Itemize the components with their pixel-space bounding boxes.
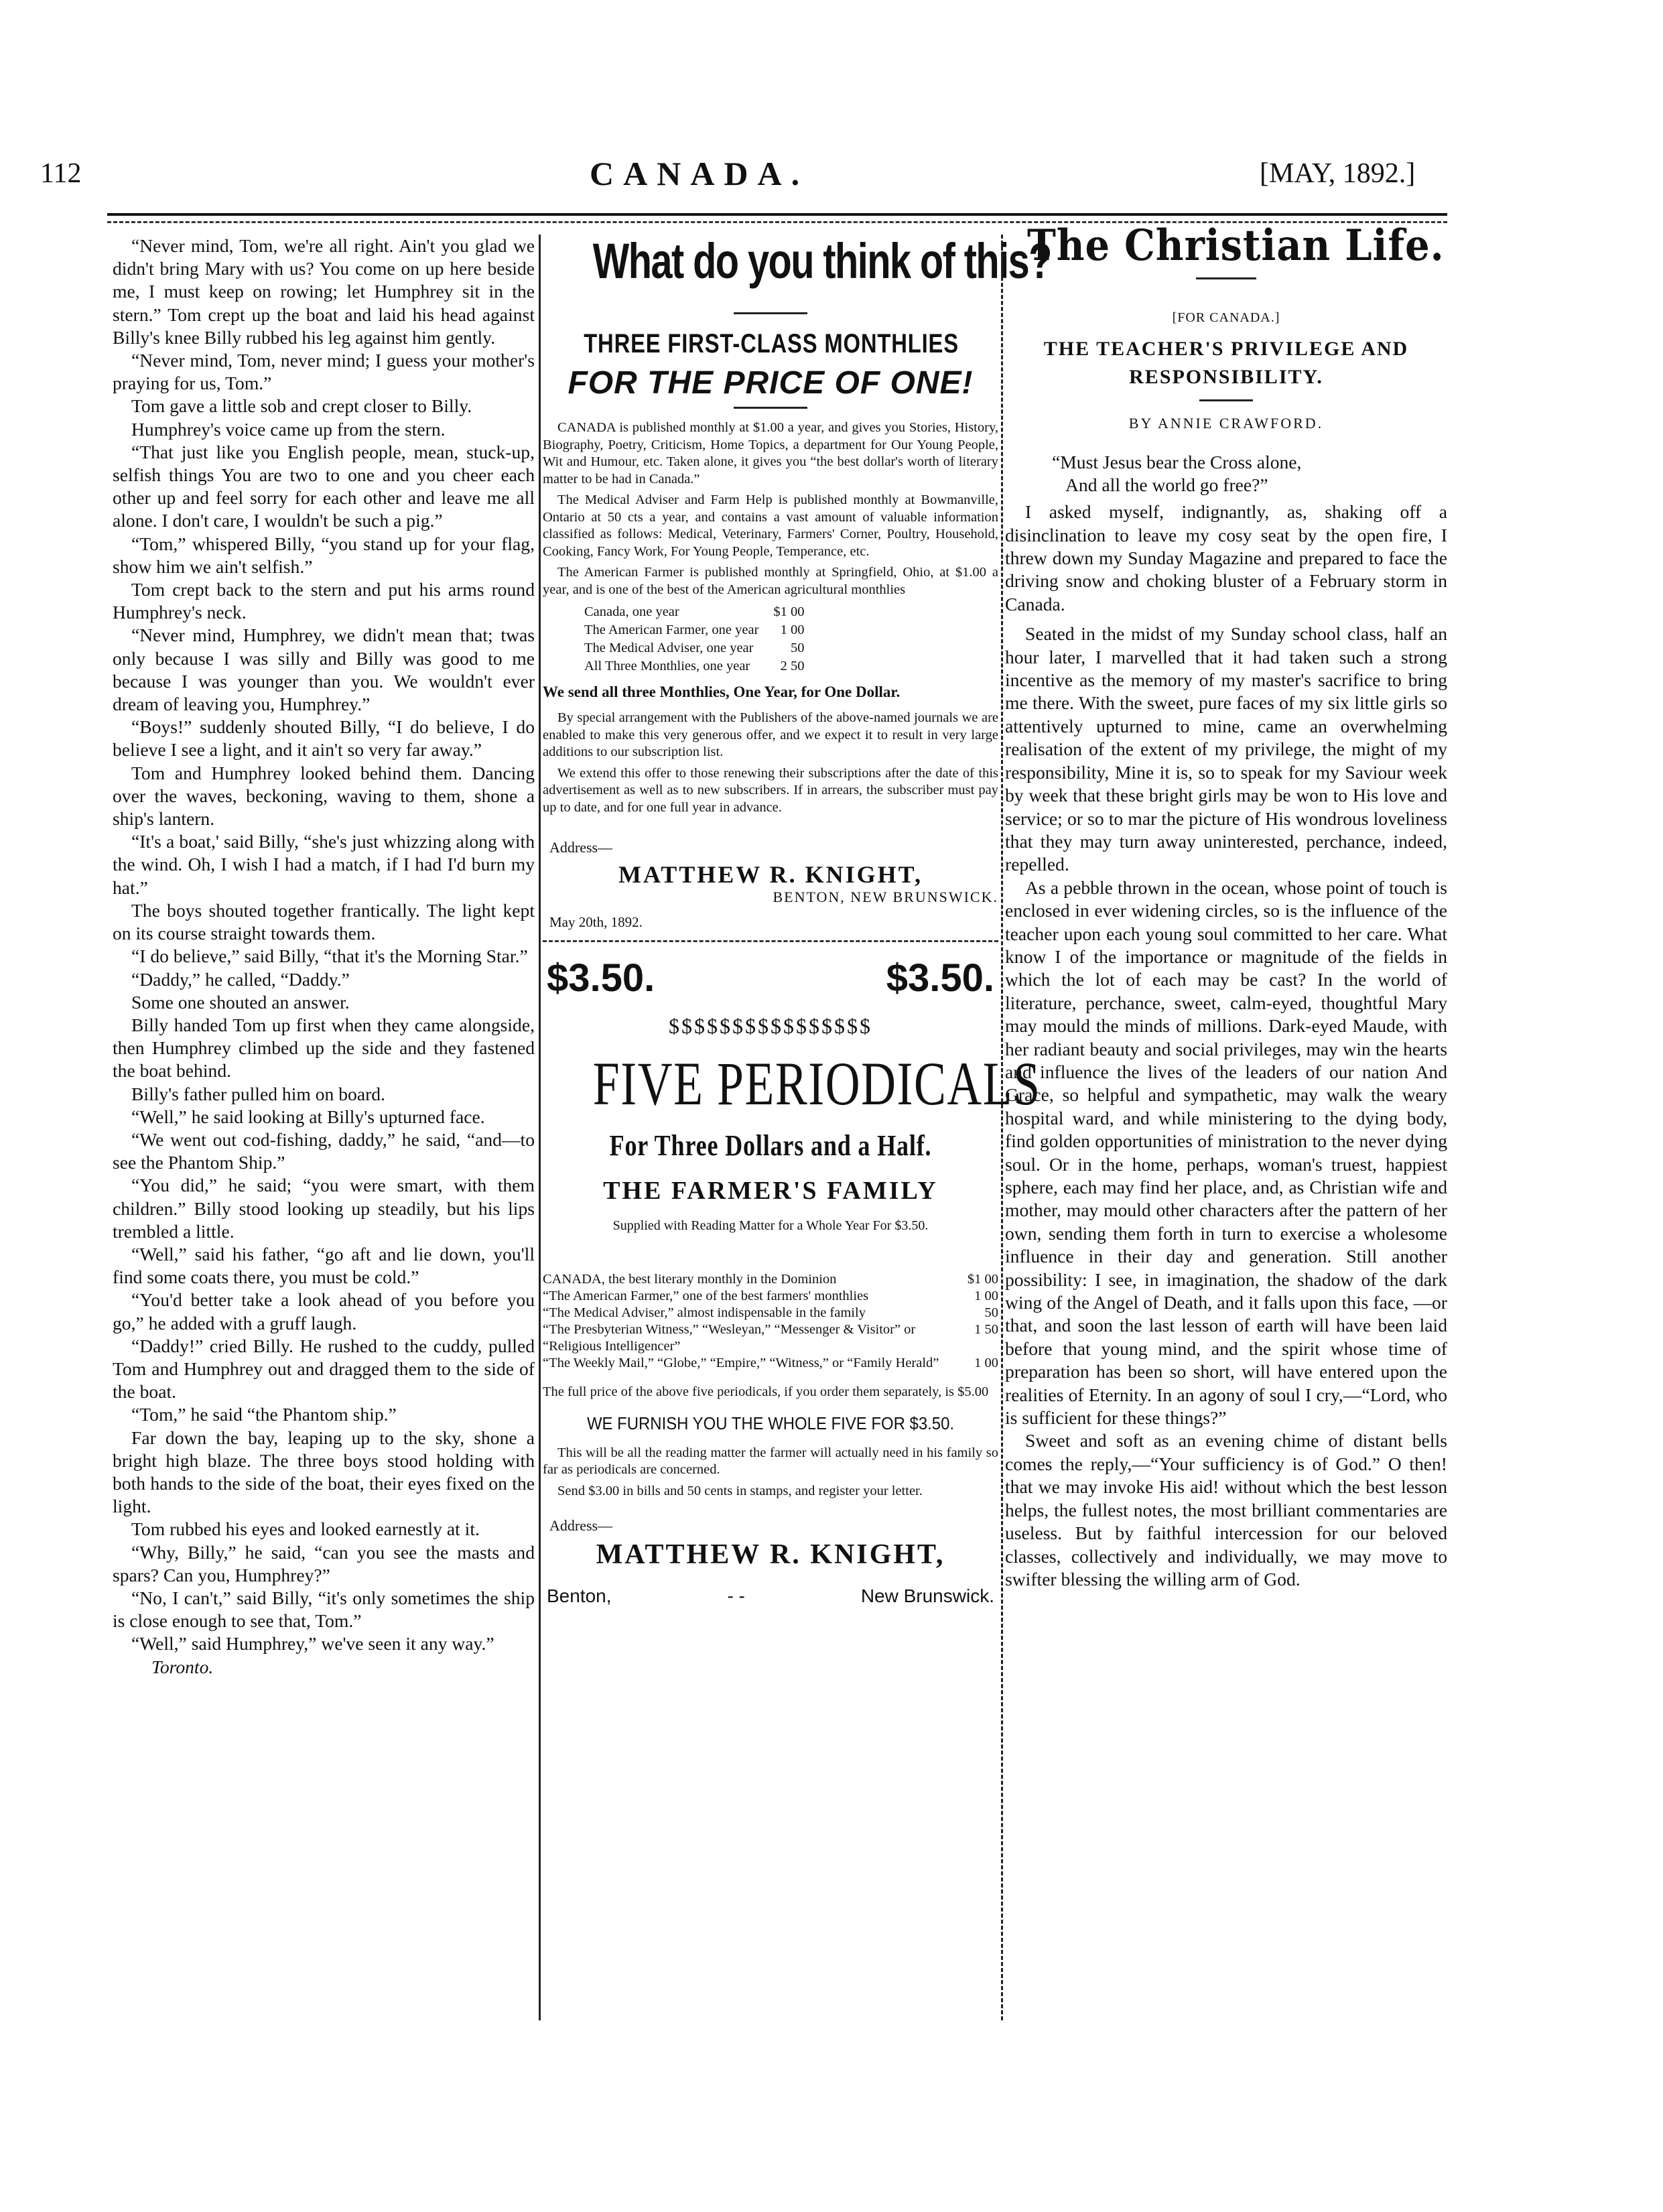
story-paragraph: Some one shouted an answer. (131, 991, 350, 1013)
story-paragraph: “That just like you English people, mean, stuck-up, selfish things You are two to one and you cheer each other up and feel sorry for each other and leave me all alone. I don't care, I wouldn't be such a pig.” (113, 441, 535, 531)
poem-line: And all the world go free?” (1065, 474, 1268, 496)
story-column (113, 235, 535, 1679)
ad2-headline: FIVE PERIODICALS (592, 1049, 1041, 1118)
story-signature: Toronto. (151, 1656, 214, 1677)
story-paragraph: “Well,” he said looking at Billy's upturned face. (131, 1106, 485, 1127)
ad1-price-slogan: FOR THE PRICE OF ONE! (568, 365, 974, 401)
ad1-price-table (583, 602, 809, 676)
ad2-supplied: Supplied with Reading Matter for a Whole Year For $3.50. (612, 1218, 929, 1233)
story-paragraph: Tom crept back to the stern and put his arms round Humphrey's neck. (113, 579, 535, 623)
story-paragraph: Tom rubbed his eyes and looked earnestly at it. (131, 1518, 480, 1540)
ad2-price-row (543, 956, 998, 1000)
ad2-price-right: $3.50. (886, 956, 994, 1000)
ad2-list-item: “The American Farmer,” one of the best farmers' monthlies 1 00 (543, 1289, 998, 1303)
ad1-body (543, 419, 998, 598)
essay-paragraph: I asked myself, indignantly, as, shaking off a disinclination to leave my cosy seat by the open fire, I threw down my Sunday Magazine and prepared to face the driving snow and choking bluster of a February storm in Canada. (1005, 501, 1447, 614)
story-paragraph: “Tom,” whispered Billy, “you stand up for your flag, show him we ain't selfish.” (113, 533, 535, 577)
essay-column (1005, 220, 1447, 1591)
epigraph (1052, 451, 1447, 497)
ad1-para: CANADA is published monthly at $1.00 a year, and gives you Stories, History, Biography, Poetry, Criticism, Home Topics, a department for Our Young People, Wit and Humour, etc. Taken alone, it gives you “the best dollar's worth of literary matter to be had in Canada.” (543, 420, 998, 486)
ad2-price-left: $3.50. (547, 956, 655, 1000)
ad2-name: MATTHEW R. KNIGHT, (596, 1539, 945, 1570)
ad2-location (543, 1585, 998, 1607)
ad2-subhead: For Three Dollars and a Half. (609, 1129, 932, 1162)
ad1-headline: What do you think of this? (592, 233, 1051, 289)
price-row: Canada, one year $1 00 (584, 604, 805, 619)
story-paragraph: Tom and Humphrey looked behind them. Dancing over the waves, beckoning, waving to them, shone a ship's lantern. (113, 762, 535, 830)
ad2-city: Benton, (547, 1585, 612, 1606)
story-paragraph: “Why, Billy,” he said, “can you see the masts and spars? Can you, Humphrey?” (113, 1541, 535, 1585)
story-paragraph: “Boys!” suddenly shouted Billy, “I do believe, I do believe I see a light, and it ain't so very far away.” (113, 716, 535, 761)
for-label: [FOR CANADA.] (1172, 310, 1280, 326)
ad1-para: The Medical Adviser and Farm Help is published monthly at Bowmanville, Ontario at 50 cts a year, and contains a vast amount of valuable information classified as follows: Medical, Veterinary, Farmers' Corner, Poultry, Household, Cooking, Fancy Work, For Young People, Temperance, etc. (543, 493, 998, 559)
column-divider-right (1001, 235, 1003, 2020)
ad1-name: MATTHEW R. KNIGHT, (618, 861, 923, 888)
ad2-para: This will be all the reading matter the farmer will actually need in his family so far as periodicals are concerned. (543, 1445, 998, 1477)
ad1-address-label: Address— (549, 839, 613, 856)
story-paragraph: “Daddy!” cried Billy. He rushed to the cuddy, pulled Tom and Humphrey out and dragged them to the side of the boat. (113, 1335, 535, 1403)
page-number: 112 (40, 158, 82, 189)
story-paragraph: “I do believe,” said Billy, “that it's the Morning Star.” (131, 946, 528, 967)
story-paragraph: Humphrey's voice came up from the stern. (131, 418, 446, 440)
ad2-list-item: “The Presbyterian Witness,” “Wesleyan,” “Messenger & Visitor” or “Religious Intelligencer” 1 50 (543, 1322, 998, 1354)
ad1-short-rule (734, 312, 807, 314)
story-paragraph: “You'd better take a look ahead of you before you go,” he added with a gruff laugh. (113, 1289, 535, 1333)
price-row: The American Farmer, one year 1 00 (584, 623, 805, 637)
essay-paragraph: Sweet and soft as an evening chime of distant bells comes the reply,—“Your sufficiency is of God.” O then! that we may invoke His aid! without which the best lesson helps, the fullest notes, the most brilliant commentaries are useless. But by faithful intercession for our beloved classes, collectively and individually, we may move to swifter blessing the willing arm of God. (1005, 1430, 1447, 1589)
ad2-title: THE FARMER'S FAMILY (603, 1177, 938, 1205)
essay-body (1005, 501, 1447, 1591)
ad2-separator: - - (727, 1585, 745, 1606)
story-paragraph: The boys shouted together frantically. The light kept on its course straight towards them. (113, 899, 535, 944)
ad1-short-rule-2 (734, 407, 807, 409)
story-paragraph: Tom gave a little sob and crept closer to Billy. (131, 395, 472, 417)
ad1-subhead: THREE FIRST-CLASS MONTHLIES (584, 329, 959, 359)
ad2-body (543, 1445, 998, 1500)
story-paragraph: “Never mind, Tom, we're all right. Ain't you glad we didn't bring Mary with us? You come on up here beside me, I must keep on rowing; let Humphrey sit in the stern.” Tom crept up the boat and laid his head against Billy's knee Billy rubbed his leg against him gently. (113, 235, 535, 348)
price-row: The Medical Adviser, one year 50 (584, 641, 805, 655)
ad2-list-item: “The Weekly Mail,” “Globe,” “Empire,” “Witness,” or “Family Herald” 1 00 (543, 1356, 998, 1370)
ad2-full-price: The full price of the above five periodicals, if you order them separately, is $5.00 (543, 1384, 989, 1399)
ad1-place: BENTON, NEW BRUNSWICK. (773, 889, 998, 905)
ad2-furnish: WE FURNISH YOU THE WHOLE FIVE FOR $3.50. (586, 1413, 955, 1433)
ad1-para: The American Farmer is published monthly at Springfield, Ohio, at $1.00 a year, and is one of the best of the American agricultural monthlies (543, 565, 998, 597)
ad2-province: New Brunswick. (860, 1585, 994, 1606)
ad-divider (543, 940, 998, 942)
story-paragraph: “Well,” said Humphrey,” we've seen it any way.” (131, 1633, 494, 1654)
story-paragraph: “Tom,” he said “the Phantom ship.” (131, 1404, 397, 1425)
issue-date: [MAY, 1892.] (1260, 158, 1416, 189)
essay-title: THE TEACHER'S PRIVILEGE AND RESPONSIBILITY. (1043, 337, 1409, 388)
ad2-address-label: Address— (549, 1517, 613, 1534)
story-paragraph: “No, I can't,” said Billy, “it's only sometimes the ship is close enough to see that, Tom.” (113, 1587, 535, 1632)
story-paragraph: “Daddy,” he called, “Daddy.” (131, 968, 350, 990)
story-paragraph: Billy handed Tom up first when they came alongside, then Humphrey climbed up the side and they fastened the boat behind. (113, 1014, 535, 1082)
price-row: All Three Monthlies, one year 2 50 (584, 659, 805, 673)
story-paragraph: “Well,” said his father, “go aft and lie down, you'll find some coats there, you must be cold.” (113, 1243, 535, 1288)
column-divider-left (539, 235, 541, 2020)
essay-paragraph: As a pebble thrown in the ocean, whose point of touch is enclosed in ever widening circles, so is the influence of the teacher upon each young soul committed to her care. What know I of the importance or magnitude of the fields in which the lot of each may be cast? In the world of literature, perchance, sweet, calm-eyed, thoughtful Mary may mould the minds of millions. Dark-eyed Maude, with her radiant beauty and social privileges, may win the hearts and influence the lives of the leaders of our nation And Grace, so helpful and sympathetic, may walk the weary hospital ward, and while ministering to the dying body, find golden opportunities of ministration to the never dying soul. Or in the home, perhaps, woman's truest, happiest sphere, each may find her place, and, as Christian wife and mother, may mould other characters after the pattern of her own, sending them forth in turn to exercise a wholesome influence in their day and generation. Still another possibility: I see, in imagination, the shadow of the dark wing of the Angel of Death, and it falls upon this face, —or that, and soon the last lesson of earth will have been laid before that young mind, and the spirit whose time of preparation has been so short, will have entered upon the realities of Eternity. In an agony of soul I cry,—“Lord, who is sufficient for these things?” (1005, 876, 1447, 1429)
essay-paragraph: Seated in the midst of my Sunday school class, half an hour later, I marvelled that it had taken such a strong incentive as the memory of my master's sacrifice to bring me there. With the sweet, pure faces of my six little girls so attentively upturned to mine, came an overwhelming realisation of the extent of my privilege, the might of my responsibility, Mine it is, so to speak for my Saviour week by week that these bright girls may be won to His love and service; or so to mar the picture of His wondrous loveliness that they may turn away uninterested, perchance, indeed, repelled. (1005, 623, 1447, 875)
ad2-para: Send $3.00 in bills and 50 cents in stamps, and register your letter. (557, 1483, 923, 1498)
masthead: CANADA. (590, 155, 809, 192)
story-paragraph: “Never mind, Tom, never mind; I guess your mother's praying for us, Tom.” (113, 350, 535, 394)
story-paragraph: “You did,” he said; “you were smart, with them children.” Billy stood looking up steadily, but his lips trembled a little. (113, 1175, 535, 1242)
essay-short-rule-2 (1199, 399, 1253, 401)
ad2-list-item: CANADA, the best literary monthly in the Dominion $1 00 (543, 1272, 998, 1287)
essay-short-rule (1196, 277, 1256, 279)
section-heading: The Christian Life. (1027, 220, 1445, 271)
ad2-dollar-row: $$$$$$$$$$$$$$$$ (669, 1014, 872, 1038)
byline: BY ANNIE CRAWFORD. (1128, 414, 1324, 432)
header-rule (107, 213, 1447, 216)
poem-line: “Must Jesus bear the Cross alone, (1052, 452, 1302, 473)
ad1-para: By special arrangement with the Publishers of the above-named journals we are enabled to make this very generous offer, and we expect it to result in very large additions to our subscription list. (543, 710, 998, 759)
ad1-offer: We send all three Monthlies, One Year, for One Dollar. (543, 684, 901, 700)
ad1-body-2 (543, 710, 998, 816)
story-paragraph: Far down the bay, leaping up to the sky, shone a bright high blaze. The three boys stood holding with both hands to the side of the boat, their eyes fixed on the light. (113, 1427, 535, 1517)
story-paragraph: “It's a boat,' said Billy, “she's just whizzing along with the wind. Oh, I wish I had a match, if I had I'd burn my hat.” (113, 831, 535, 898)
ad1-para: We extend this offer to those renewing their subscriptions after the date of this advertisement as well as to new subscribers. If in arrears, the subscriber must pay up to date, and for one full year in advance. (543, 765, 998, 815)
ad2-list-item: “The Medical Adviser,” almost indispensable in the family 50 (543, 1305, 998, 1320)
ad-column (543, 233, 1051, 1607)
ad2-price-list (543, 1271, 998, 1372)
story-paragraph: Billy's father pulled him on board. (131, 1083, 385, 1104)
story-paragraph: “Never mind, Humphrey, we didn't mean that; twas only because I was silly and Billy was good to me because I was younger than you. We wouldn't ever dream of leaving you, Humphrey.” (113, 625, 535, 715)
story-paragraph: “We went out cod-fishing, daddy,” he said, “and—to see the Phantom Ship.” (113, 1128, 535, 1173)
ad1-date: May 20th, 1892. (549, 914, 643, 930)
